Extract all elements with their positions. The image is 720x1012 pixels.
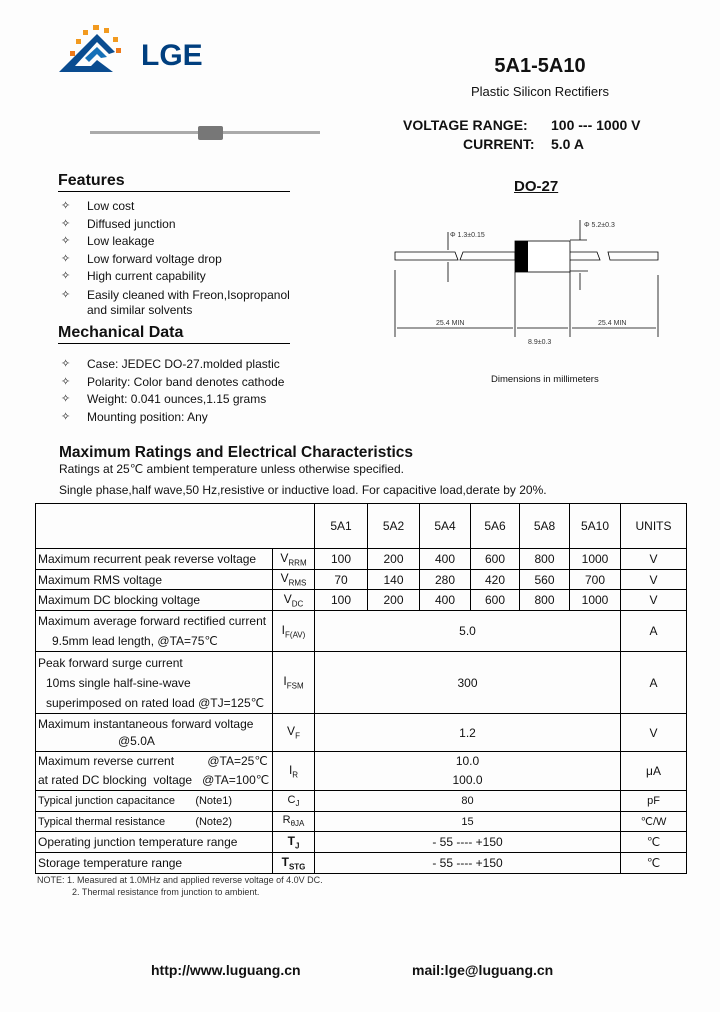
star-bullet-icon: ✧ xyxy=(61,358,71,370)
mechanical-item: ✧ Mounting position: Any xyxy=(58,409,338,427)
feature-item: ✧ High current capability xyxy=(58,268,318,286)
mechanical-item: ✧ Weight: 0.041 ounces,1.15 grams xyxy=(58,391,338,409)
table-row: Maximum average forward rectified current 9.5mm lead length, @TA=75℃ $I_{F(AV)}$ 5.0 A xyxy=(36,611,687,652)
table-row: Operating junction temperature range $T_J$ - 55 ---- +150 ℃ xyxy=(36,832,687,853)
svg-text:Φ 1.3±0.15: Φ 1.3±0.15 xyxy=(450,232,485,239)
table-row: Storage temperature range $T_{STG}$ - 55 ---- +150 ℃ xyxy=(36,853,687,874)
table-row: Maximum instantaneous forward voltage @5.0A $V_F$ 1.2 V xyxy=(36,714,687,752)
feature-item: ✧ Low cost xyxy=(58,198,318,216)
current-label: CURRENT: xyxy=(463,136,535,152)
table-row: Maximum RMS voltage $V_{RMS}$ 70 140 280 420 560 700 V xyxy=(36,570,687,590)
feature-item: ✧ Low leakage xyxy=(58,233,318,251)
features-heading: Features xyxy=(58,172,290,192)
website-link[interactable]: http://www.luguang.cn xyxy=(151,962,301,978)
package-dimension-drawing xyxy=(380,210,680,390)
ratings-table xyxy=(35,503,687,874)
email-link[interactable]: mail:lge@luguang.cn xyxy=(412,962,554,978)
feature-item: ✧ Low forward voltage drop xyxy=(58,251,318,269)
star-bullet-icon: ✧ xyxy=(61,410,71,423)
current-value: 5.0 A xyxy=(551,136,584,152)
mechanical-heading: Mechanical Data xyxy=(58,324,290,344)
table-row: Peak forward surge current 10ms single half-sine-wave superimposed on rated load @TJ=125℃ $I_{FSM}$ 300 A xyxy=(36,652,687,714)
mechanical-list xyxy=(58,356,338,426)
star-bullet-icon: ✧ xyxy=(61,217,71,230)
diode-body-image xyxy=(198,126,223,140)
cathode-band xyxy=(515,241,528,272)
package-name: DO-27 xyxy=(514,178,559,195)
svg-text:Φ 5.2±0.3: Φ 5.2±0.3 xyxy=(584,222,615,229)
table-row: Typical thermal resistance (Note2) $R_{\theta JA}$ 15 ℃/W xyxy=(36,812,687,832)
mechanical-item: ✧ Polarity: Color band denotes cathode xyxy=(58,374,338,392)
svg-text:25.4 MIN: 25.4 MIN xyxy=(436,320,465,327)
note-1: NOTE: 1. Measured at 1.0MHz and applied reverse voltage of 4.0V DC. xyxy=(37,875,323,885)
table-row: Maximum recurrent peak reverse voltage $V_{RRM}$ 100 200 400 600 800 1000 V xyxy=(36,549,687,570)
logo-mark-icon xyxy=(55,25,245,75)
part-title: 5A1-5A10 xyxy=(494,55,586,77)
svg-text:LGE: LGE xyxy=(141,39,203,72)
voltage-range-label: VOLTAGE RANGE: xyxy=(403,117,528,133)
table-row: Maximum reverse current @TA=25℃ at rated DC blocking voltage @TA=100℃ $I_R$ 10.0 100.0 μA xyxy=(36,752,687,791)
mechanical-item: ✧ Case: JEDEC DO-27.molded plastic xyxy=(58,356,338,374)
table-row: Typical junction capacitance (Note1) $C_J$ 80 pF xyxy=(36,791,687,812)
svg-text:25.4 MIN: 25.4 MIN xyxy=(598,320,627,327)
star-bullet-icon: ✧ xyxy=(61,393,71,405)
ratings-condition-2: Single phase,half wave,50 Hz,resistive or inductive load. For capacitive load,derate by 20%. xyxy=(59,483,547,497)
ratings-heading: Maximum Ratings and Electrical Characteristics xyxy=(59,444,414,461)
star-bullet-icon: ✧ xyxy=(61,252,71,265)
lge-logo xyxy=(55,25,245,80)
table-header-row: 5A1 5A2 5A4 5A6 5A8 5A10 UNITS xyxy=(36,504,687,549)
table-row: Maximum DC blocking voltage $V_{DC}$ 100 200 400 600 800 1000 V xyxy=(36,590,687,611)
star-bullet-icon: ✧ xyxy=(61,288,71,301)
svg-text:Dimensions in millimeters: Dimensions in millimeters xyxy=(491,374,599,385)
features-list xyxy=(58,198,318,318)
feature-item: ✧ Diffused junction xyxy=(58,216,318,234)
note-2: 2. Thermal resistance from junction to ambient. xyxy=(72,887,260,897)
part-subtitle: Plastic Silicon Rectifiers xyxy=(471,84,609,99)
voltage-range-value: 100 --- 1000 V xyxy=(551,117,641,133)
star-bullet-icon: ✧ xyxy=(61,200,71,212)
ratings-condition-1: Ratings at 25℃ ambient temperature unless otherwise specified. xyxy=(59,462,404,476)
star-bullet-icon: ✧ xyxy=(61,375,71,388)
svg-text:8.9±0.3: 8.9±0.3 xyxy=(528,339,552,346)
star-bullet-icon: ✧ xyxy=(61,270,71,282)
feature-item: ✧ Easily cleaned with Freon,Isopropanol and similar solvents xyxy=(61,287,290,317)
star-bullet-icon: ✧ xyxy=(61,235,71,247)
